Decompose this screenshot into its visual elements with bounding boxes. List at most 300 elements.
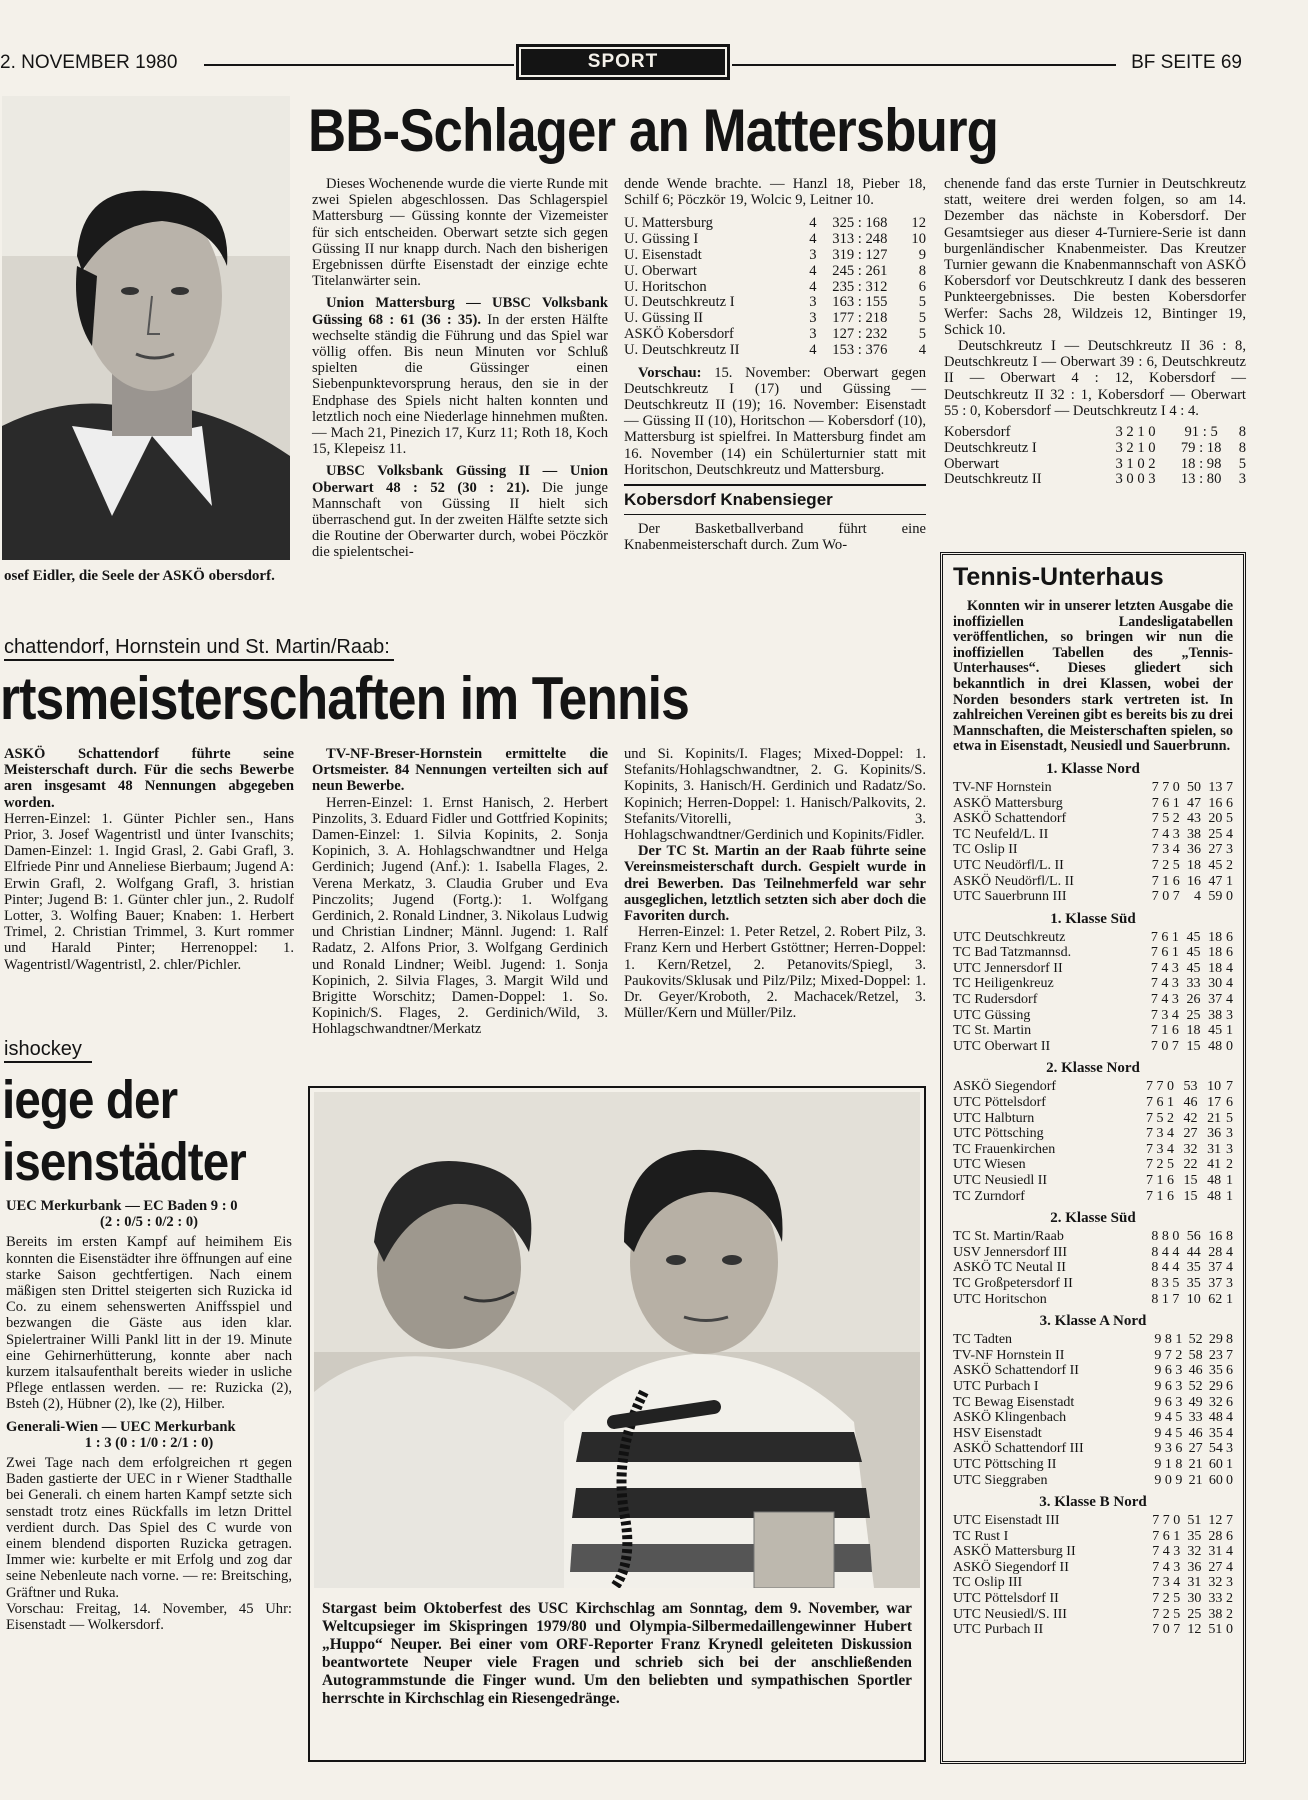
table-row [953, 1126, 1233, 1142]
club-name: TC Oslip II [953, 842, 1018, 858]
points: 9 [918, 247, 926, 263]
sets-lost: 31 [1208, 1544, 1223, 1560]
club-name: TC Zurndorf [953, 1188, 1025, 1204]
issue-date: 2. NOVEMBER 1980 [0, 52, 178, 73]
sets-won: 45 [1186, 945, 1201, 961]
record: 7 6 1 [1151, 795, 1180, 811]
sets-lost: 48 [1208, 1410, 1223, 1426]
points: 3 [1238, 471, 1246, 488]
sets-lost: 27 [1208, 1559, 1223, 1575]
record: 9 6 3 [1154, 1378, 1183, 1394]
points: 5 [918, 310, 926, 327]
record: 8 4 4 [1151, 1244, 1180, 1260]
sets-lost: 21 [1207, 1110, 1222, 1126]
sets-lost: 35 [1208, 1363, 1223, 1379]
club-name: TC Oslip III [953, 1575, 1023, 1591]
club-name: UTC Oberwart II [953, 1038, 1051, 1054]
sets-won: 31 [1187, 1575, 1202, 1591]
sets-won: 27 [1188, 1441, 1203, 1457]
points: 6 [1226, 1394, 1233, 1410]
group-heading: 1. Klasse Nord [1046, 760, 1140, 777]
tennis-col3-results2: Herren-Einzel: 1. Peter Retzel, 2. Robert Pilz, 3. Franz Kern und Herbert Gstöttner; Herren-Doppel: 1. Kern/Retzel, 2. Petanovits/Spiegl, 3. Paukovits/Sklusak und Pilz/Pilz; Mixed-Doppel: 1. Dr. Geyer/Kroboth, 2. Machacek/Retzel, 3. Müller/Kern und Müller/Pilz. [624, 924, 926, 1022]
sets-won: 15 [1183, 1188, 1198, 1204]
club-name: UTC Deutschkreutz [953, 929, 1066, 945]
sets-lost: 10 [1207, 1079, 1222, 1095]
sets-lost: 28 [1208, 1528, 1223, 1544]
sets-lost: 45 [1208, 857, 1223, 873]
team-name: Deutschkreutz I [944, 439, 1037, 456]
points: 1 [1226, 1173, 1233, 1188]
record: 3 2 1 0 [1115, 439, 1156, 456]
record: 7 2 5 [1151, 857, 1180, 873]
points: 3 [1226, 1275, 1233, 1291]
article-tennis-col1 [4, 746, 294, 973]
table-row [953, 945, 1233, 961]
hockey-kicker: ishockey [4, 1038, 92, 1063]
sets-lost: 48 [1207, 1173, 1222, 1188]
sets-won: 36 [1187, 1559, 1202, 1575]
hockey-game1-sub: (2 : 0/5 : 0/2 : 0) [99, 1214, 199, 1231]
score: 91 : 5 [1184, 424, 1218, 441]
table-row [953, 858, 1233, 874]
score: 79 : 18 [1180, 439, 1222, 456]
record: 7 1 6 [1145, 1188, 1174, 1204]
record: 7 4 3 [1152, 1559, 1181, 1575]
club-name: UTC Sauerbrunn III [953, 889, 1067, 905]
points: 6 [1226, 929, 1233, 945]
club-name: ASKÖ Schattendorf III [953, 1441, 1084, 1457]
table-row [953, 1008, 1233, 1024]
section-label: SPORT [521, 49, 725, 75]
sets-won: 26 [1186, 992, 1201, 1008]
tennis-col2-intro: TV-NF-Breser-Hornstein ermittelte die Ortsmeister. 84 Nennungen verteilten sich auf neun Bewerbe. [312, 746, 608, 795]
bb-intro: Dieses Wochenende wurde die vierte Runde mit zwei Spielen abgeschlossen. Das Schlagerspiel Mattersburg — Güssing konnte der Vizemeister für sich entscheiden. Oberwart setzte sich gegen Güssing II nur knapp durch. Nach den bisherigen Ergebnissen dürfte Eisenstadt der einzige echte Titelanwärter sein. [312, 176, 608, 290]
bb-game1-text: In der ersten Hälfte wechselte ständig die Führung und das Spiel war völlig offen. Bis neun Minuten vor Schluß spielten die Güssinger einen Siebenpunktevorsprung heraus, den sie in der Endphase des Spiels nicht halten konnten und letztlich noch eine Niederlage hinnehmen mußten. — Mach 21, Pinezich 17, Kurz 11; Roth 18, Koch 15, Klepeisz 11. [312, 311, 609, 458]
sets-lost: 17 [1207, 1095, 1222, 1111]
hockey-game1-head: UEC Merkurbank — EC Baden 9 : 0 [6, 1198, 238, 1214]
points: 2 [1226, 1591, 1233, 1607]
sets-won: 53 [1183, 1079, 1198, 1095]
points: 3 [1226, 842, 1233, 858]
table-row [624, 295, 926, 311]
table-row [624, 311, 926, 327]
record: 7 3 4 [1145, 1126, 1174, 1142]
points: 3 [1226, 1575, 1233, 1591]
points: 6 [1226, 1528, 1233, 1544]
kobersdorf-results: Deutschkreutz I — Deutschkreutz II 36 : 8, Deutschkreutz I — Oberwart 39 : 6, Deutschkreutz II — Oberwart 4 : 12, Kobersdorf — Deutschkreutz II 32 : 1, Kobersdorf — Oberwart 55 : 0, Kobersdorf — Deutschkreutz I 4 : 4. [944, 338, 1246, 419]
sets-lost: 32 [1208, 1575, 1223, 1591]
points: 7 [1226, 1347, 1233, 1363]
table-row [944, 457, 1246, 473]
club-name: UTC Purbach I [953, 1378, 1039, 1394]
team-name: Kobersdorf [944, 424, 1011, 441]
sets-lost: 38 [1208, 1007, 1223, 1023]
record: 3 2 1 0 [1115, 424, 1156, 441]
team-name: U. Deutschkreutz II [624, 341, 740, 358]
table-row [953, 1348, 1233, 1364]
group-heading: 3. Klasse B Nord [1039, 1494, 1147, 1511]
photo-caption-eidler: osef Eidler, die Seele der ASKÖ obersdorf. [4, 568, 275, 584]
table-row [953, 992, 1233, 1008]
group-heading: 1. Klasse Süd [1050, 910, 1136, 927]
record: 7 3 4 [1150, 1007, 1179, 1023]
sets-lost: 18 [1208, 945, 1223, 961]
club-name: TC Frauenkirchen [953, 1141, 1056, 1157]
team-name: Deutschkreutz II [944, 471, 1042, 488]
table-row [944, 425, 1246, 441]
table-row [953, 1111, 1233, 1127]
club-name: TC Rust I [953, 1528, 1009, 1544]
record: 8 8 0 [1151, 1229, 1180, 1245]
points: 1 [1226, 1291, 1233, 1307]
table-row [953, 874, 1233, 890]
record: 8 4 4 [1151, 1260, 1180, 1276]
sets-won: 18 [1186, 1023, 1201, 1039]
points: 8 [1238, 424, 1246, 441]
points: 2 [1226, 857, 1233, 873]
points: 7 [1226, 1513, 1233, 1529]
team-name: ASKÖ Kobersdorf [624, 325, 734, 342]
score: 18 : 98 [1180, 455, 1222, 472]
record: 7 1 6 [1145, 1173, 1174, 1188]
points: 8 [1238, 439, 1246, 456]
games-played: 4 [809, 262, 817, 279]
table-row [953, 1622, 1233, 1638]
photo-josef-eidler [2, 96, 290, 560]
sets-won: 33 [1188, 1410, 1203, 1426]
sets-lost: 20 [1208, 811, 1223, 827]
sets-won: 45 [1186, 929, 1201, 945]
team-name: U. Deutschkreutz I [624, 294, 735, 311]
record: 7 1 6 [1150, 1023, 1179, 1039]
games-played: 3 [809, 294, 817, 311]
score: 163 : 155 [832, 294, 888, 311]
hockey-game2-text: Zwei Tage nach dem erfolgreichen rt gegen Baden gastierte der UEC in r Wiener Stadthalle bei Generali. ch einem harten Kampf setzte sich senstadt trotz eines Rückfalls im letzn Drittel verdient durch. Das Spiel des C wurde von einem blendend disporten Ruzicka getragen. Immer wie: kurbelte er mit Erfolg und zog dar seine Nebenleute nach vorne. — re: Breitsching, Gräftner und Ruka. [6, 1455, 292, 1601]
points: 6 [918, 278, 926, 295]
record: 9 4 5 [1154, 1410, 1183, 1426]
table-row [953, 1332, 1233, 1348]
sets-won: 35 [1187, 1528, 1202, 1544]
points: 1 [1226, 1456, 1233, 1472]
sets-won: 42 [1183, 1110, 1198, 1126]
table-row [953, 1095, 1233, 1111]
sets-lost: 59 [1208, 889, 1223, 905]
table-row [953, 889, 1233, 905]
points: 6 [1226, 1363, 1233, 1379]
photo-neuper-interview [314, 1092, 920, 1588]
page-number: BF SEITE 69 [1131, 52, 1242, 73]
team-name: Oberwart [944, 455, 1000, 472]
record: 8 3 5 [1151, 1275, 1180, 1291]
sets-lost: 16 [1208, 795, 1223, 811]
score: 127 : 232 [832, 325, 888, 342]
table-row [953, 1079, 1233, 1095]
points: 3 [1226, 1141, 1233, 1157]
club-name: ASKÖ Mattersburg [953, 795, 1063, 811]
bb-preview-text: 15. November: Oberwart gegen Deutschkreutz I (17) und Güssing — Deutschkreutz II (19); 16. November: Eisenstadt — Güssing II (10), Horitschon — Kobersdorf (10), Mattersburg ist spielfrei. In Mattersburg findet am 16. November (14) ein Schülerturnier statt mit Horitschon, Deutschkreutz und Mattersburg. [624, 364, 926, 478]
points: 1 [1226, 1023, 1233, 1039]
club-name: TC Großpetersdorf II [953, 1275, 1073, 1291]
record: 3 1 0 2 [1115, 455, 1156, 472]
standings-table [953, 1229, 1233, 1307]
table-row [624, 264, 926, 280]
kobersdorf-text2: chenende fand das erste Turnier in Deutschkreutz statt, weitere drei werden folgen, so am 14. Dezember das nächste in Kobersdorf. Der Gesamtsieger aus dieser 4-Turniere-Serie ist dann burgenländischer Knabenmeister. Das Kreutzer Turnier gewann die Knabenmannschaft von ASKÖ Kobersdorf vor Deutschkreutz I dank des besseren Punkteergebnisses. Die besten Kobersdorfer Werfer: Sachs 28, Wildzeis 12, Bintinger 19, Schick 10. [944, 176, 1246, 338]
sets-won: 30 [1187, 1591, 1202, 1607]
points: 5 [1226, 811, 1233, 827]
score: 235 : 312 [832, 278, 888, 295]
sets-won: 33 [1186, 976, 1201, 992]
record: 7 2 5 [1152, 1606, 1181, 1622]
tennis-unterhaus-box [940, 552, 1246, 1764]
club-name: TC Heiligenkreuz [953, 976, 1054, 992]
table-row [953, 1426, 1233, 1442]
sets-lost: 36 [1207, 1126, 1222, 1142]
portrait-illustration [2, 96, 290, 560]
standings-table [953, 780, 1233, 905]
points: 4 [1226, 826, 1233, 842]
points: 2 [1226, 1606, 1233, 1622]
bb-preview-head: Vorschau: [638, 364, 702, 381]
points: 1 [1226, 873, 1233, 889]
sets-lost: 23 [1208, 1347, 1223, 1363]
table-row [953, 1410, 1233, 1426]
table-row [953, 1276, 1233, 1292]
record: 7 6 1 [1150, 929, 1179, 945]
article-tennis-col3 [624, 746, 926, 1021]
club-name: UTC Sieggraben [953, 1472, 1048, 1488]
table-row [953, 1607, 1233, 1623]
rule-kobersdorf [624, 484, 926, 486]
sets-won: 43 [1187, 811, 1202, 827]
tennis-unterhaus-intro: Konnten wir in unserer letzten Ausgabe die inoffiziellen Landesligatabellen veröffentlichen, so bringen wir nun die inoffiziellen Tabellen des „Tennis-Unterhauses“. Dieses gliedert sich bekanntlich in drei Klassen, wobei der Norden besonders stark vertreten ist. In zahlreichen Vereinen gibt es bereits bis zu drei Mannschaften, die Meisterschaften spielen, so etwa in Eisenstadt, Neusiedl und Sauerbrunn. [953, 598, 1233, 755]
points: 7 [1226, 1079, 1233, 1095]
record: 9 1 8 [1154, 1456, 1183, 1472]
table-row [953, 1039, 1233, 1055]
sets-lost: 13 [1208, 779, 1223, 795]
table-row [953, 1260, 1233, 1276]
table-row [624, 280, 926, 296]
sets-won: 46 [1183, 1095, 1198, 1111]
group-heading: 2. Klasse Nord [1046, 1060, 1140, 1077]
kobersdorf-table [944, 425, 1246, 488]
sets-lost: 51 [1208, 1622, 1223, 1638]
sets-won: 32 [1187, 1544, 1202, 1560]
sets-won: 46 [1188, 1425, 1203, 1441]
club-name: TC Tadten [953, 1332, 1013, 1348]
table-row [953, 780, 1233, 796]
sets-won: 32 [1183, 1141, 1198, 1157]
standings-table [953, 930, 1233, 1055]
team-name: U. Horitschon [624, 278, 707, 295]
headline-hockey-1: iege der [2, 1070, 178, 1130]
games-played: 4 [809, 231, 817, 248]
table-row [624, 327, 926, 343]
header-rule-left [204, 64, 514, 66]
sets-won: 27 [1183, 1126, 1198, 1142]
record: 7 5 2 [1151, 811, 1180, 827]
points: 0 [1226, 1472, 1233, 1488]
club-name: UTC Purbach II [953, 1622, 1044, 1638]
games-played: 3 [809, 247, 817, 263]
bb-col2-top: dende Wende brachte. — Hanzl 18, Pieber 18, Schilf 6; Pöczkör 19, Wolcic 9, Leitner 10. [624, 176, 926, 209]
record: 9 6 3 [1154, 1363, 1183, 1379]
club-name: UTC Pöttsching II [953, 1456, 1057, 1472]
table-row [953, 1441, 1233, 1457]
sets-lost: 29 [1208, 1332, 1223, 1348]
headline-basketball: BB-Schlager an Mattersburg [308, 97, 999, 164]
club-name: TC Bewag Eisenstadt [953, 1394, 1075, 1410]
sets-lost: 29 [1208, 1378, 1223, 1394]
sets-won: 21 [1188, 1456, 1203, 1472]
sets-lost: 54 [1208, 1441, 1223, 1457]
record: 7 7 0 [1151, 779, 1180, 795]
record: 7 7 0 [1145, 1079, 1174, 1095]
score: 13 : 80 [1180, 471, 1222, 488]
sets-lost: 60 [1208, 1456, 1223, 1472]
sets-won: 25 [1187, 1606, 1202, 1622]
games-played: 4 [809, 215, 817, 232]
table-row [953, 930, 1233, 946]
club-name: ASKÖ Siegendorf [953, 1079, 1057, 1095]
sets-won: 25 [1186, 1007, 1201, 1023]
record: 7 7 0 [1152, 1513, 1181, 1529]
record: 7 3 4 [1151, 842, 1180, 858]
points: 4 [1226, 960, 1233, 976]
bb-standings-table [624, 216, 926, 358]
photo-caption-neuper: Stargast beim Oktoberfest des USC Kirchschlag am Sonntag, dem 9. November, war Weltcupsieger im Skispringen 1979/80 und Olympia-Silbermedaillengewinner Hubert „Huppo“ Neuper. Bei einer vom ORF-Reporter Franz Krynedl geleiteten Diskussion beantwortete Neuper viele Fragen und schrieb sich bei der anschließenden Autogrammstunde die Finger wund. Um den beliebten und sympathischen Sportler herrschte in Kirchschlag ein Riesengedränge. [322, 1600, 912, 1707]
sets-lost: 35 [1208, 1425, 1223, 1441]
points: 4 [1226, 1260, 1233, 1276]
article-basketball-col3 [944, 176, 1246, 488]
headline-tennis: rtsmeisterschaften im Tennis [0, 665, 690, 732]
sets-won: 51 [1187, 1513, 1202, 1529]
sets-won: 21 [1188, 1472, 1203, 1488]
sets-lost: 27 [1208, 842, 1223, 858]
record: 7 6 1 [1152, 1528, 1181, 1544]
table-row [624, 216, 926, 232]
tennis-unterhaus-tables [953, 761, 1233, 1638]
club-name: UTC Halbturn [953, 1110, 1035, 1126]
sets-won: 36 [1187, 842, 1202, 858]
club-name: TC Bad Tatzmannsd. [953, 945, 1072, 961]
table-row [953, 1157, 1233, 1173]
points: 8 [1226, 1332, 1233, 1348]
sets-lost: 16 [1208, 1229, 1223, 1245]
sets-lost: 37 [1208, 1275, 1223, 1291]
sets-won: 15 [1183, 1173, 1198, 1188]
sets-lost: 45 [1208, 1023, 1223, 1039]
club-name: ASKÖ Schattendorf II [953, 1363, 1079, 1379]
score: 319 : 127 [832, 247, 888, 263]
points: 5 [918, 325, 926, 342]
sets-won: 56 [1186, 1229, 1201, 1245]
points: 5 [1226, 1110, 1233, 1126]
points: 4 [918, 341, 926, 358]
sets-lost: 48 [1208, 1038, 1223, 1054]
sets-won: 46 [1188, 1363, 1203, 1379]
club-name: UTC Pöttelsdorf [953, 1095, 1046, 1111]
points: 0 [1226, 889, 1233, 905]
sets-won: 22 [1183, 1157, 1198, 1173]
points: 3 [1226, 1126, 1233, 1142]
record: 7 4 3 [1150, 960, 1179, 976]
table-row [953, 1379, 1233, 1395]
tennis-col3-results: und Si. Kopinits/I. Flages; Mixed-Doppel: 1. Stefanits/Hohlagschwandtner, 2. G. Kopinits/S. Kopinits, 3. Hanisch/H. Gerdinich und Radatz/So. Kopinich; Herren-Doppel: 1. Hanisch/Palkovits, 2. Stefanits/Vitorelli, 3. Hohlagschwandtner/Gerdinich und Kopinits/Fidler. [624, 746, 926, 844]
club-name: UTC Neudörfl/L. II [953, 857, 1064, 873]
sets-won: 49 [1188, 1394, 1203, 1410]
points: 6 [1226, 945, 1233, 961]
club-name: UTC Neusiedl/S. III [953, 1606, 1067, 1622]
score: 313 : 248 [832, 231, 888, 248]
group-heading: 3. Klasse A Nord [1039, 1313, 1147, 1330]
standings-table [953, 1079, 1233, 1204]
sets-lost: 41 [1207, 1157, 1222, 1173]
team-name: U. Eisenstadt [624, 247, 702, 263]
points: 2 [1226, 1157, 1233, 1173]
article-tennis-col2 [312, 746, 608, 1038]
sets-lost: 30 [1208, 976, 1223, 992]
sets-lost: 25 [1208, 826, 1223, 842]
table-row [953, 842, 1233, 858]
table-row [953, 1363, 1233, 1379]
club-name: TC Rudersdorf [953, 992, 1038, 1008]
headline-hockey-2: isenstädter [2, 1132, 246, 1192]
club-name: TC St. Martin/Raab [953, 1229, 1064, 1245]
hockey-game2-head: Generali-Wien — UEC Merkurbank [6, 1418, 236, 1435]
points: 3 [1226, 1007, 1233, 1023]
sets-lost: 60 [1208, 1472, 1223, 1488]
sets-lost: 12 [1208, 1513, 1223, 1529]
table-row [953, 1395, 1233, 1411]
table-row [953, 1189, 1233, 1205]
table-row [953, 1229, 1233, 1245]
sets-lost: 62 [1208, 1291, 1223, 1307]
sets-lost: 48 [1207, 1188, 1222, 1204]
games-played: 4 [809, 341, 817, 358]
club-name: UTC Güssing [953, 1007, 1031, 1023]
table-row [953, 1292, 1233, 1308]
club-name: UTC Neusiedl II [953, 1173, 1048, 1188]
record: 7 4 3 [1150, 992, 1179, 1008]
table-row [624, 232, 926, 248]
points: 5 [918, 294, 926, 311]
section-label-box [516, 44, 730, 80]
table-row [953, 827, 1233, 843]
club-name: ASKÖ TC Neutal II [953, 1260, 1066, 1276]
record: 9 6 3 [1154, 1394, 1183, 1410]
score: 325 : 168 [832, 215, 888, 232]
record: 7 4 3 [1152, 1544, 1181, 1560]
kobersdorf-text1: Der Basketballverband führt eine Knabenmeisterschaft durch. Zum Wo- [624, 521, 926, 554]
standings-table [953, 1513, 1233, 1638]
bb-game2-head: UBSC Volksbank Güssing II — Union Oberwart 48 : 52 (30 : 21). [312, 463, 608, 496]
record: 3 0 0 3 [1115, 471, 1156, 488]
record: 9 8 1 [1154, 1332, 1183, 1348]
table-row [944, 441, 1246, 457]
team-name: U. Güssing I [624, 231, 699, 248]
table-row [953, 1591, 1233, 1607]
record: 9 3 6 [1154, 1441, 1183, 1457]
table-row [624, 248, 926, 264]
table-row [944, 472, 1246, 488]
points: 6 [1226, 1095, 1233, 1111]
sets-won: 44 [1186, 1244, 1201, 1260]
sets-lost: 33 [1208, 1591, 1223, 1607]
club-name: HSV Eisenstadt [953, 1425, 1042, 1441]
points: 3 [1226, 1441, 1233, 1457]
sets-lost: 28 [1208, 1244, 1223, 1260]
points: 5 [1238, 455, 1246, 472]
